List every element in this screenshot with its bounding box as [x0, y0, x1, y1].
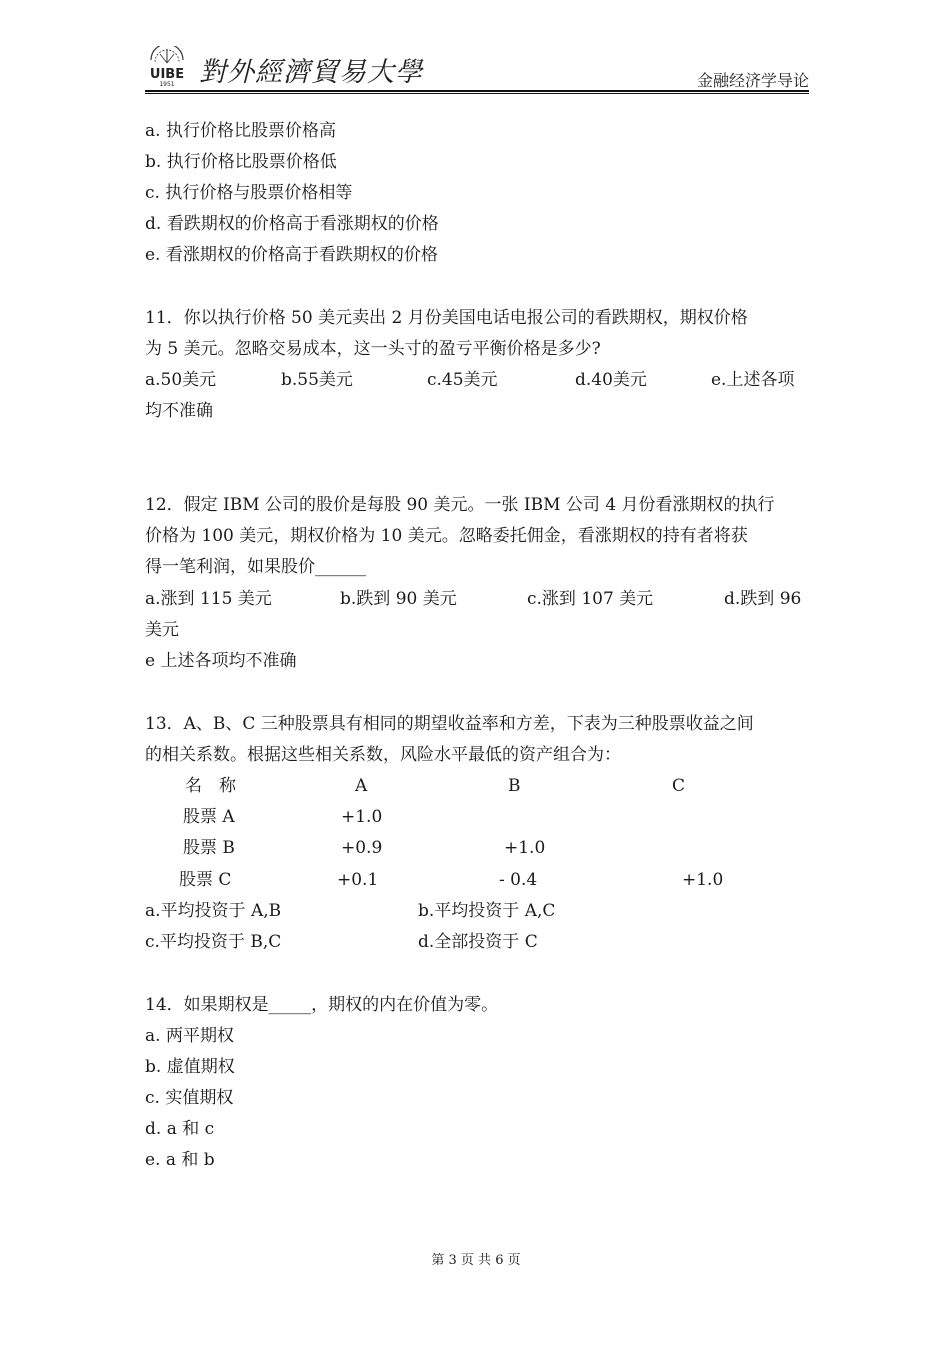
- q11-option-e-cont: 均不准确: [145, 401, 213, 421]
- q12-option-c: c.涨到 107 美元: [527, 589, 654, 609]
- q13-option-d: d.全部投资于 C: [418, 932, 538, 952]
- q10-option-b: b. 执行价格比股票价格低: [145, 152, 337, 172]
- page-number-footer: 第 3 页 共 6 页: [431, 1253, 521, 1268]
- q14-stem: 14．如果期权是_____，期权的内在价值为零。: [145, 995, 499, 1015]
- table-cell: +0.1: [337, 870, 379, 890]
- q10-option-c: c. 执行价格与股票价格相等: [145, 183, 353, 203]
- q10-option-a: a. 执行价格比股票价格高: [145, 121, 336, 141]
- table-cell: +1.0: [682, 870, 724, 890]
- header-rule-thin: [145, 93, 809, 94]
- table-row-label: 股票 C: [179, 870, 232, 890]
- q11-stem-line-1: 11．你以执行价格 50 美元卖出 2 月份美国电话电报公司的看跌期权，期权价格: [145, 308, 748, 328]
- table-header-b: B: [508, 776, 521, 796]
- q13-option-c: c.平均投资于 B,C: [145, 932, 282, 952]
- q11-option-b: b.55美元: [281, 370, 353, 390]
- q12-stem-line-3: 得一笔利润，如果股价______: [145, 557, 366, 577]
- q11-option-e: e.上述各项: [711, 370, 795, 390]
- q12-option-d-cont: 美元: [145, 620, 179, 640]
- q13-option-b: b.平均投资于 A,C: [418, 901, 556, 921]
- q12-option-b: b.跌到 90 美元: [340, 589, 457, 609]
- q12-option-e: e 上述各项均不准确: [145, 651, 297, 671]
- university-name: 對外經濟貿易大學: [199, 57, 423, 88]
- q12-option-d: d.跌到 96: [724, 589, 802, 609]
- q12-option-a: a.涨到 115 美元: [145, 589, 272, 609]
- course-title: 金融经济学导论: [696, 71, 809, 90]
- q14-option-e: e. a 和 b: [145, 1150, 215, 1170]
- q14-option-c: c. 实值期权: [145, 1088, 234, 1108]
- q11-option-a: a.50美元: [145, 370, 217, 390]
- table-header-a: A: [355, 776, 368, 796]
- table-cell: +0.9: [341, 838, 383, 858]
- q13-stem-line-1: 13．A、B、C 三种股票具有相同的期望收益率和方差，下表为三种股票收益之间: [145, 714, 754, 734]
- page-header: [145, 44, 809, 94]
- q11-option-c: c.45美元: [427, 370, 498, 390]
- svg-text:1951: 1951: [159, 81, 175, 88]
- q12-stem-line-1: 12．假定 IBM 公司的股价是每股 90 美元。一张 IBM 公司 4 月份看涨期权的执行: [145, 495, 775, 515]
- header-rule: [145, 90, 809, 92]
- table-cell: - 0.4: [499, 870, 538, 890]
- table-cell: +1.0: [341, 807, 383, 827]
- q14-option-a: a. 两平期权: [145, 1026, 234, 1046]
- q13-option-a: a.平均投资于 A,B: [145, 901, 282, 921]
- q13-stem-line-2: 的相关系数。根据这些相关系数，风险水平最低的资产组合为：: [145, 745, 621, 765]
- q12-stem-line-2: 价格为 100 美元，期权价格为 10 美元。忽略委托佣金，看涨期权的持有者将获: [145, 526, 748, 546]
- q11-option-d: d.40美元: [575, 370, 647, 390]
- table-header-c: C: [672, 776, 686, 796]
- table-row-label: 股票 A: [183, 807, 235, 827]
- university-logo: [145, 46, 189, 88]
- q10-option-d: d. 看跌期权的价格高于看涨期权的价格: [145, 214, 439, 234]
- q11-stem-line-2: 为 5 美元。忽略交易成本，这一头寸的盈亏平衡价格是多少?: [145, 339, 601, 359]
- q14-option-d: d. a 和 c: [145, 1119, 215, 1139]
- table-cell: +1.0: [504, 838, 546, 858]
- q10-option-e: e. 看涨期权的价格高于看跌期权的价格: [145, 245, 438, 265]
- table-row-label: 股票 B: [183, 838, 235, 858]
- table-header-name: 名 称: [185, 776, 236, 796]
- svg-text:UIBE: UIBE: [149, 67, 185, 82]
- q14-option-b: b. 虚值期权: [145, 1057, 235, 1077]
